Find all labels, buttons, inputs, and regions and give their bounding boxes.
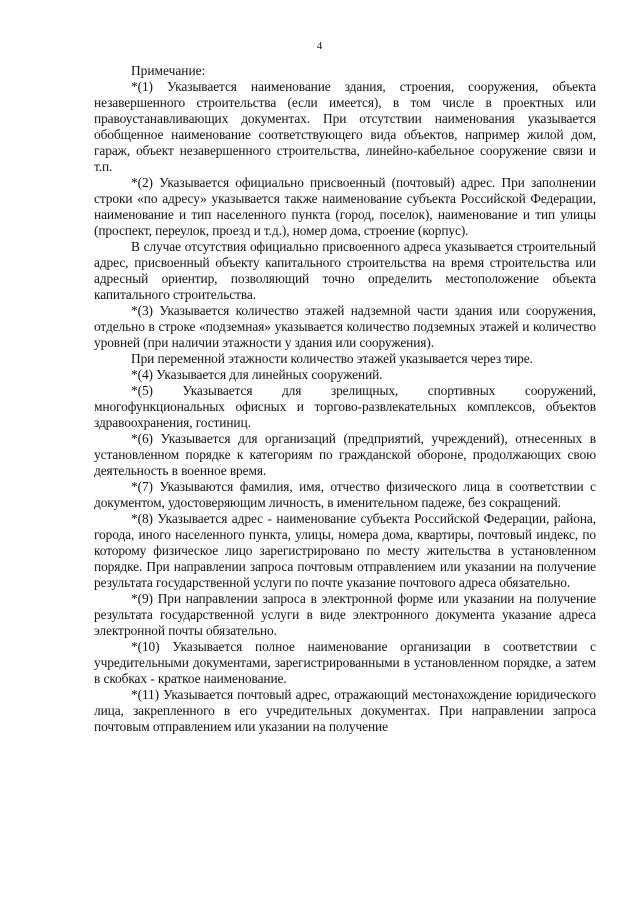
note-3-continued: При переменной этажности количество этажей указывается через тире. [131,351,533,366]
note-4: *(4) Указывается для линейных сооружений. [131,367,383,382]
page-number: 4 [316,40,323,52]
note-7: *(7) Указываются фамилия, имя, отчество физического лица в соответствии с документом, удостоверяющим личность, в именительном падеже, без сокращений. [94,479,596,510]
note-2-continued: В случае отсутствия официально присвоенного адреса указывается строительный адрес, присвоенный объекту капитального строительства на время строительства или адресный ориентир, позволяющий точно определить местоположение объекта капитального строительства. [94,239,596,302]
note-8: *(8) Указывается адрес - наименование субъекта Российской Федерации, района, города, иного населенного пункта, улицы, номера дома, квартиры, почтовый индекс, по которому физическое лицо зарегистрировано по месту жительства в установленном порядке. При направлении запроса почтовым отправлением или указании на получение результата государственной услуги по почте указание почтового адреса обязательно. [94,511,596,590]
note-11: *(11) Указывается почтовый адрес, отражающий местонахождение юридического лица, закрепленного в его учредительных документах. При направлении запроса почтовым отправлением или указании на получение [94,687,596,734]
notes-heading: Примечание: [131,63,206,78]
note-2: *(2) Указывается официально присвоенный (почтовый) адрес. При заполнении строки «по адресу» указывается также наименование субъекта Российской Федерации, наименование и тип населенного пункта (город, поселок), наименование и тип улицы (проспект, переулок, проезд и т.д.), номер дома, строение (корпус). [94,175,596,238]
note-5: *(5) Указывается для зрелищных, спортивных сооружений, многофункциональных офисных и торгово-развлекательных комплексов, объектов здравоохранения, гостиниц. [94,383,596,430]
note-3: *(3) Указывается количество этажей надземной части здания или сооружения, отдельно в строке «подземная» указывается количество подземных этажей и количество уровней (при наличии этажности у здания или сооружения). [94,303,596,350]
note-10: *(10) Указывается полное наименование организации в соответствии с учредительными документами, зарегистрированными в установленном порядке, а затем в скобках - краткое наименование. [94,639,596,686]
note-6: *(6) Указывается для организаций (предприятий, учреждений), отнесенных в установленном порядке к категориям по гражданской обороне, продолжающих свою деятельность в военное время. [94,431,596,478]
note-1: *(1) Указывается наименование здания, строения, сооружения, объекта незавершенного строительства (если имеется), в том числе в проектных или правоустанавливающих документах. При отсутствии наименования указывается обобщенное наименование соответствующего вида объектов, например жилой дом, гараж, объект незавершенного строительства, линейно-кабельное сооружение связи и т.п. [94,79,596,174]
notes-body [94,63,596,735]
note-9: *(9) При направлении запроса в электронной форме или указании на получение результата государственной услуги в виде электронного документа указание адреса электронной почты обязательно. [94,591,596,638]
